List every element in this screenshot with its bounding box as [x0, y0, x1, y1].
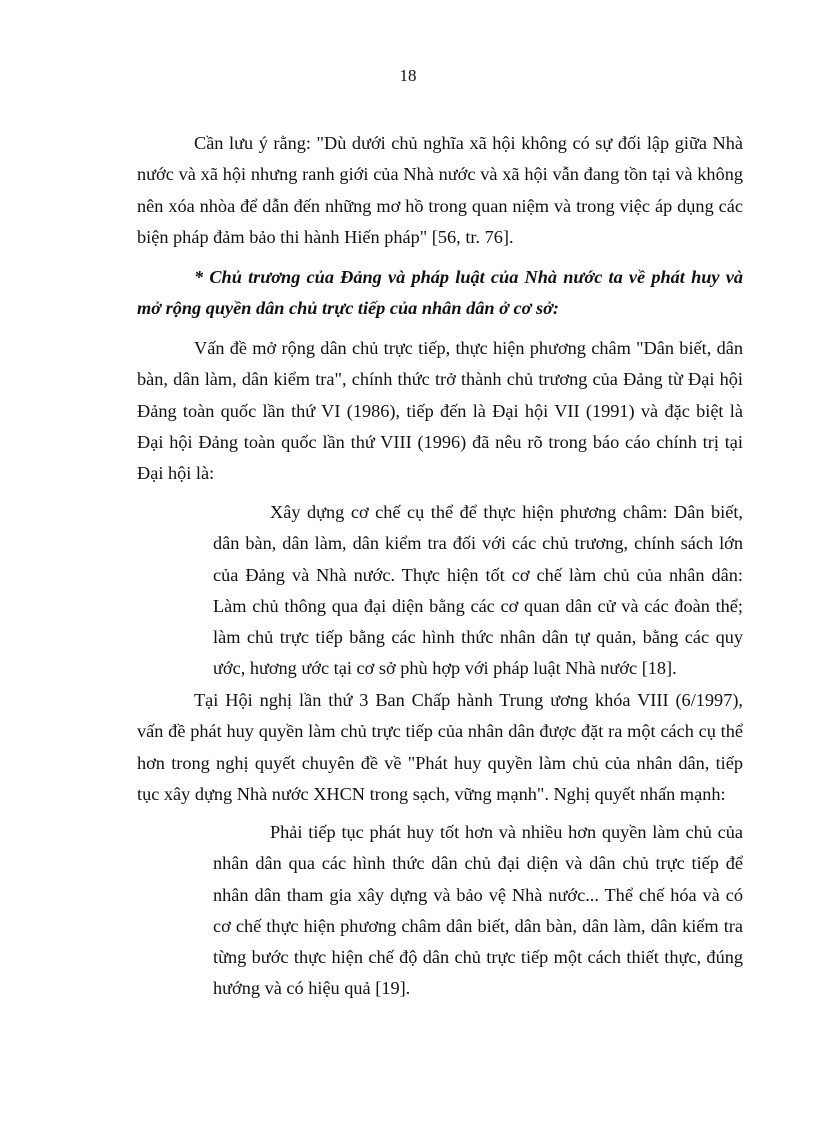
paragraph-direct-democracy: Vấn đề mở rộng dân chủ trực tiếp, thực hiện phương châm "Dân biết, dân bàn, dân làm, dân kiểm tra", chính thức trở thành chủ trương của Đảng từ Đại hội Đảng toàn quốc lần thứ VI (1986), tiếp đến là Đại hội VII (1991) và đặc biệt là Đại hội Đảng toàn quốc lần thứ VIII (1996) đã nêu rõ trong báo cáo chính trị tại Đại hội là:	[137, 338, 743, 484]
paragraph-central-committee: Tại Hội nghị lần thứ 3 Ban Chấp hành Trung ương khóa VIII (6/1997), vấn đề phát huy quyền làm chủ trực tiếp của nhân dân được đặt ra một cách cụ thể hơn trong nghị quyết chuyên đề về "Phát huy quyền làm chủ của nhân dân, tiếp tục xây dựng Nhà nước XHCN trong sạch, vững mạnh". Nghị quyết nhấn mạnh:	[137, 690, 743, 804]
page-number: 18	[399, 66, 417, 85]
quote-political-report: Xây dựng cơ chế cụ thể để thực hiện phương châm: Dân biết, dân bàn, dân làm, dân kiểm tra đối với các chủ trương, chính sách lớn của Đảng và Nhà nước. Thực hiện tốt cơ chế làm chủ của nhân dân: Làm chủ thông qua đại diện bằng các cơ quan dân cử và các đoàn thể; làm chủ trực tiếp bằng các hình thức nhân dân tự quản, bằng các quy ước, hương ước tại cơ sở phù hợp với pháp luật Nhà nước [18].	[213, 502, 743, 679]
section-heading: * Chủ trương của Đảng và pháp luật của Nhà nước ta về phát huy và mở rộng quyền dân chủ trực tiếp của nhân dân ở cơ sở:	[137, 267, 743, 319]
quote-resolution: Phải tiếp tục phát huy tốt hơn và nhiều hơn quyền làm chủ của nhân dân qua các hình thức dân chủ đại diện và dân chủ trực tiếp để nhân dân tham gia xây dựng và bảo vệ Nhà nước... Thể chế hóa và có cơ chế thực hiện phương châm dân biết, dân bàn, dân làm, dân kiểm tra từng bước thực hiện chế độ dân chủ trực tiếp một cách thiết thực, đúng hướng và có hiệu quả [19].	[213, 822, 743, 999]
paragraph-constitution-note: Cần lưu ý rằng: "Dù dưới chủ nghĩa xã hội không có sự đối lập giữa Nhà nước và xã hội nhưng ranh giới của Nhà nước và xã hội vẫn đang tồn tại và không nên xóa nhòa để dẫn đến những mơ hồ trong quan niệm và trong việc áp dụng các biện pháp đảm bảo thi hành Hiến pháp" [56, tr. 76].	[137, 133, 743, 247]
